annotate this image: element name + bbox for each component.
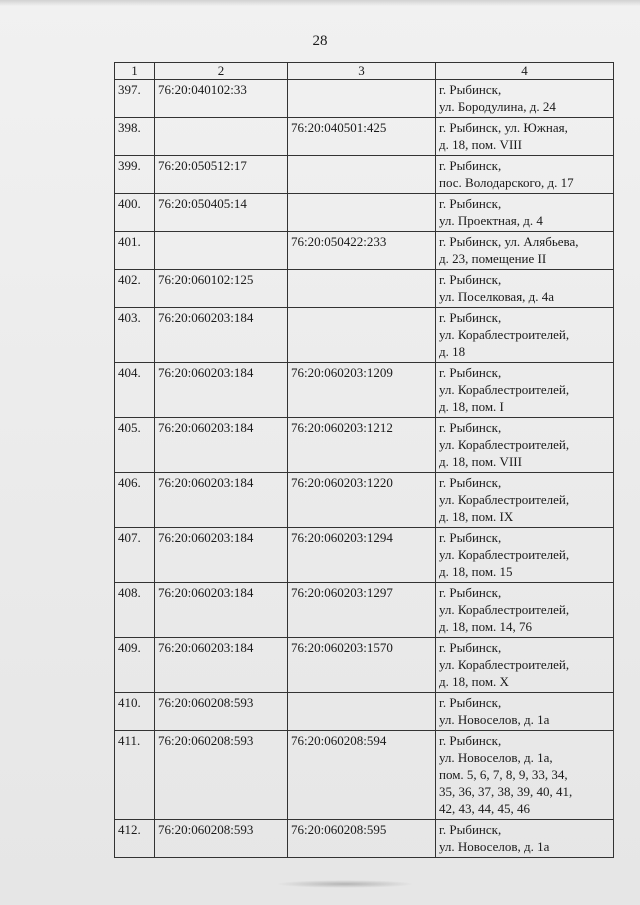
premises-cadastral-number-cell: 76:20:060208:595: [288, 820, 436, 858]
cadastral-number-cell: 76:20:060203:184: [155, 308, 288, 363]
address-cell: г. Рыбинск, ул. Кораблестроителей, д. 18: [436, 308, 614, 363]
premises-cadastral-number-cell: 76:20:050422:233: [288, 232, 436, 270]
scan-smudge: [275, 880, 415, 888]
address-cell: г. Рыбинск, ул. Кораблестроителей, д. 18, пом. VIII: [436, 418, 614, 473]
address-cell: г. Рыбинск, ул. Бородулина, д. 24: [436, 80, 614, 118]
address-cell: г. Рыбинск, ул. Кораблестроителей, д. 18, пом. Х: [436, 638, 614, 693]
table-row: [115, 731, 614, 820]
table-header-row: [115, 63, 614, 80]
row-number-cell: 398.: [115, 118, 155, 156]
cadastral-number-cell: [155, 232, 288, 270]
cadastral-number-cell: 76:20:060208:593: [155, 731, 288, 820]
premises-cadastral-number-cell: 76:20:060203:1212: [288, 418, 436, 473]
row-number-cell: 405.: [115, 418, 155, 473]
premises-cadastral-number-cell: 76:20:060203:1220: [288, 473, 436, 528]
row-number-cell: 404.: [115, 363, 155, 418]
table-row: [115, 363, 614, 418]
row-number-cell: 409.: [115, 638, 155, 693]
table-row: [115, 583, 614, 638]
row-number-cell: 412.: [115, 820, 155, 858]
cadastral-number-cell: 76:20:060203:184: [155, 363, 288, 418]
premises-cadastral-number-cell: [288, 194, 436, 232]
premises-cadastral-number-cell: [288, 270, 436, 308]
table-row: [115, 194, 614, 232]
cadastral-number-cell: 76:20:050512:17: [155, 156, 288, 194]
row-number-cell: 406.: [115, 473, 155, 528]
column-header-2: 2: [155, 63, 288, 80]
row-number-cell: 403.: [115, 308, 155, 363]
row-number-cell: 397.: [115, 80, 155, 118]
premises-cadastral-number-cell: [288, 693, 436, 731]
premises-cadastral-number-cell: 76:20:060203:1209: [288, 363, 436, 418]
cadastral-number-cell: 76:20:060102:125: [155, 270, 288, 308]
register-table: [114, 62, 614, 858]
premises-cadastral-number-cell: 76:20:060203:1294: [288, 528, 436, 583]
cadastral-number-cell: 76:20:040102:33: [155, 80, 288, 118]
scan-edge-shadow: [0, 0, 640, 6]
table-row: [115, 820, 614, 858]
premises-cadastral-number-cell: 76:20:060208:594: [288, 731, 436, 820]
premises-cadastral-number-cell: [288, 156, 436, 194]
table-row: [115, 80, 614, 118]
table-row: [115, 473, 614, 528]
row-number-cell: 399.: [115, 156, 155, 194]
column-header-3: 3: [288, 63, 436, 80]
table-row: [115, 118, 614, 156]
address-cell: г. Рыбинск, ул. Новоселов, д. 1а, пом. 5, 6, 7, 8, 9, 33, 34, 35, 36, 37, 38, 39, 40, 41, 42, 43, 44, 45, 46: [436, 731, 614, 820]
premises-cadastral-number-cell: 76:20:060203:1570: [288, 638, 436, 693]
premises-cadastral-number-cell: 76:20:060203:1297: [288, 583, 436, 638]
row-number-cell: 407.: [115, 528, 155, 583]
address-cell: г. Рыбинск, ул. Новоселов, д. 1а: [436, 693, 614, 731]
table-row: [115, 308, 614, 363]
table-body: [115, 80, 614, 858]
premises-cadastral-number-cell: [288, 308, 436, 363]
row-number-cell: 400.: [115, 194, 155, 232]
table-row: [115, 156, 614, 194]
page-number: 28: [312, 33, 328, 49]
cadastral-number-cell: 76:20:060203:184: [155, 638, 288, 693]
cadastral-number-cell: [155, 118, 288, 156]
address-cell: г. Рыбинск, ул. Алябьева, д. 23, помещение II: [436, 232, 614, 270]
column-header-1: 1: [115, 63, 155, 80]
row-number-cell: 401.: [115, 232, 155, 270]
column-header-4: 4: [436, 63, 614, 80]
row-number-cell: 411.: [115, 731, 155, 820]
address-cell: г. Рыбинск, ул. Кораблестроителей, д. 18, пом. 15: [436, 528, 614, 583]
address-cell: г. Рыбинск, ул. Поселковая, д. 4а: [436, 270, 614, 308]
cadastral-number-cell: 76:20:060203:184: [155, 528, 288, 583]
cadastral-number-cell: 76:20:060208:593: [155, 820, 288, 858]
address-cell: г. Рыбинск, ул. Южная, д. 18, пом. VIII: [436, 118, 614, 156]
row-number-cell: 410.: [115, 693, 155, 731]
table-row: [115, 232, 614, 270]
address-cell: г. Рыбинск, ул. Кораблестроителей, д. 18, пом. IX: [436, 473, 614, 528]
row-number-cell: 402.: [115, 270, 155, 308]
table-row: [115, 528, 614, 583]
address-cell: г. Рыбинск, пос. Володарского, д. 17: [436, 156, 614, 194]
address-cell: г. Рыбинск, ул. Кораблестроителей, д. 18, пом. I: [436, 363, 614, 418]
table-row: [115, 638, 614, 693]
table-row: [115, 693, 614, 731]
cadastral-number-cell: 76:20:060203:184: [155, 583, 288, 638]
premises-cadastral-number-cell: 76:20:040501:425: [288, 118, 436, 156]
cadastral-number-cell: 76:20:060203:184: [155, 418, 288, 473]
address-cell: г. Рыбинск, ул. Кораблестроителей, д. 18, пом. 14, 76: [436, 583, 614, 638]
address-cell: г. Рыбинск, ул. Проектная, д. 4: [436, 194, 614, 232]
cadastral-number-cell: 76:20:050405:14: [155, 194, 288, 232]
cadastral-number-cell: 76:20:060208:593: [155, 693, 288, 731]
address-cell: г. Рыбинск, ул. Новоселов, д. 1а: [436, 820, 614, 858]
row-number-cell: 408.: [115, 583, 155, 638]
cadastral-number-cell: 76:20:060203:184: [155, 473, 288, 528]
table-row: [115, 418, 614, 473]
premises-cadastral-number-cell: [288, 80, 436, 118]
table-row: [115, 270, 614, 308]
